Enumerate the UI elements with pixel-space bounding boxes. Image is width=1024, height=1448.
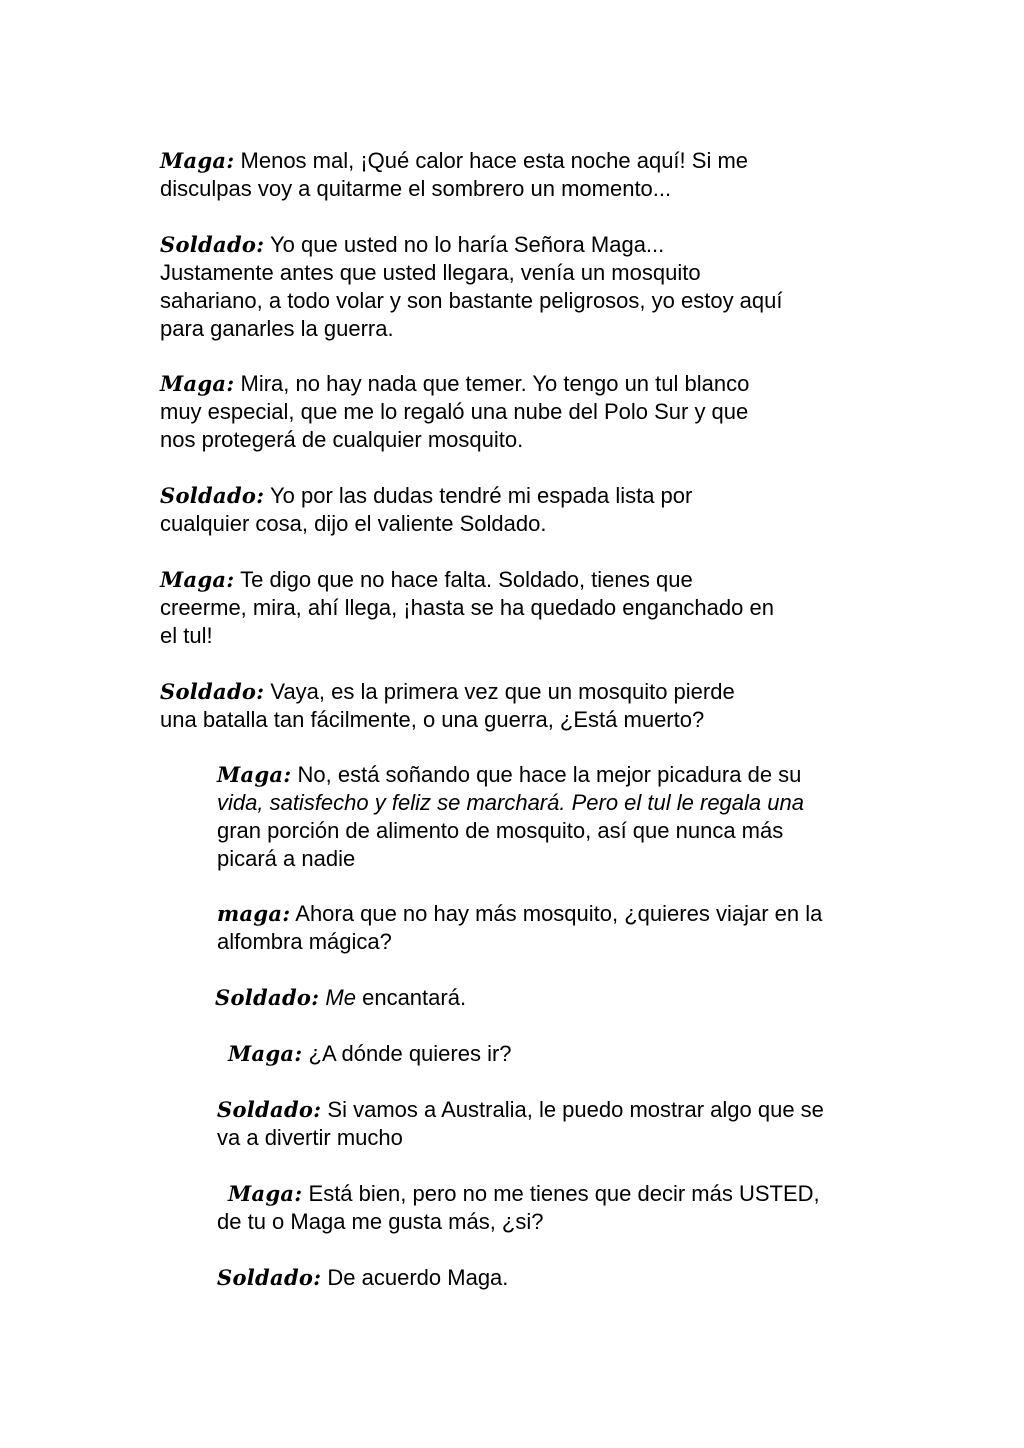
dialogue-text: ¿A dónde quieres ir? [302, 1041, 512, 1066]
dialogue-paragraph-2 [160, 231, 783, 343]
speaker-label: Maga: [217, 762, 292, 787]
speaker-label: Soldado: [215, 985, 320, 1010]
dialogue-paragraph-9 [215, 984, 466, 1012]
dialogue-paragraph-5 [160, 566, 774, 650]
dialogue-paragraph-10 [228, 1040, 512, 1068]
speaker-label: maga: [217, 901, 291, 926]
dialogue-text: Yo por las dudas tendré mi espada lista por [264, 483, 693, 508]
dialogue-text: vida, satisfecho y feliz se marchará. Pero el tul le regala una [217, 790, 804, 815]
dialogue-paragraph-7 [217, 761, 804, 873]
dialogue-paragraph-13 [217, 1264, 508, 1292]
dialogue-text: Mira, no hay nada que temer. Yo tengo un tul blanco [234, 371, 750, 396]
dialogue-text: De acuerdo Maga. [321, 1265, 509, 1290]
dialogue-paragraph-12 [217, 1180, 820, 1236]
dialogue-text: encantará. [355, 985, 467, 1010]
dialogue-text: nos protegerá de cualquier mosquito. [160, 427, 524, 452]
dialogue-text: gran porción de alimento de mosquito, así que nunca más [217, 818, 784, 843]
speaker-label: Soldado: [160, 483, 265, 508]
speaker-label: Maga: [228, 1041, 303, 1066]
dialogue-text: va a divertir mucho [217, 1125, 403, 1150]
dialogue-text: Está bien, pero no me tienes que decir más USTED, [302, 1181, 820, 1206]
dialogue-text: picará a nadie [217, 846, 356, 871]
speaker-label: Maga: [228, 1181, 303, 1206]
dialogue-paragraph-8 [217, 900, 822, 956]
dialogue-text: para ganarles la guerra. [160, 316, 394, 341]
dialogue-paragraph-4 [160, 482, 692, 538]
dialogue-text: muy especial, que me lo regaló una nube del Polo Sur y que [160, 399, 749, 424]
dialogue-text: una batalla tan fácilmente, o una guerra, ¿Está muerto? [160, 707, 705, 732]
dialogue-text: alfombra mágica? [217, 929, 392, 954]
dialogue-text: disculpas voy a quitarme el sombrero un momento... [160, 176, 672, 201]
speaker-label: Maga: [160, 148, 235, 173]
speaker-label: Soldado: [160, 679, 265, 704]
dialogue-text: de tu o Maga me gusta más, ¿si? [217, 1209, 544, 1234]
speaker-label: Soldado: [217, 1097, 322, 1122]
dialogue-text: Te digo que no hace falta. Soldado, tienes que [234, 567, 693, 592]
dialogue-text: No, está soñando que hace la mejor picadura de su [291, 762, 802, 787]
dialogue-text: Ahora que no hay más mosquito, ¿quieres viajar en la [290, 901, 823, 926]
dialogue-text: creerme, mira, ahí llega, ¡hasta se ha quedado enganchado en [160, 595, 774, 620]
dialogue-text: Yo que usted no lo haría Señora Maga... [264, 232, 665, 257]
dialogue-text: el tul! [160, 623, 213, 648]
dialogue-text: Justamente antes que usted llegara, venía un mosquito [160, 260, 701, 285]
dialogue-paragraph-6 [160, 678, 735, 734]
speaker-label: Maga: [160, 567, 235, 592]
dialogue-text: cualquier cosa, dijo el valiente Soldado. [160, 511, 547, 536]
dialogue-paragraph-3 [160, 370, 749, 454]
dialogue-paragraph-1 [160, 147, 748, 203]
speaker-label: Soldado: [217, 1265, 322, 1290]
dialogue-text: sahariano, a todo volar y son bastante peligrosos, yo estoy aquí [160, 288, 783, 313]
dialogue-emphasis: Me [319, 985, 356, 1010]
speaker-label: Soldado: [160, 232, 265, 257]
dialogue-text: Vaya, es la primera vez que un mosquito pierde [264, 679, 735, 704]
dialogue-paragraph-11 [217, 1096, 824, 1152]
dialogue-text: Menos mal, ¡Qué calor hace esta noche aquí! Si me [234, 148, 749, 173]
speaker-label: Maga: [160, 371, 235, 396]
dialogue-text: Si vamos a Australia, le puedo mostrar algo que se [321, 1097, 824, 1122]
